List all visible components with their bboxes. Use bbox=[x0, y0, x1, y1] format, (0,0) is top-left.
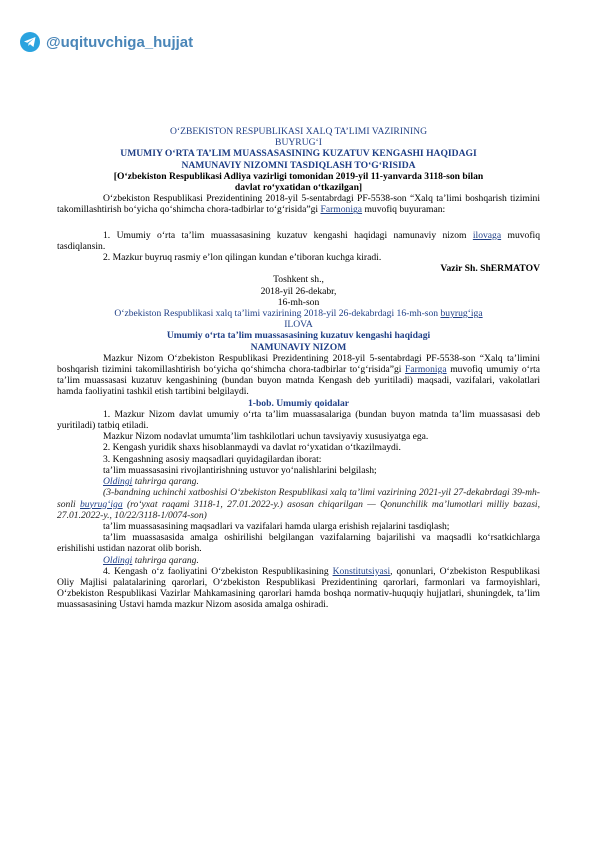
paragraph-3: 3. Kengashning asosiy maqsadlari quyidagilardan iborat: bbox=[103, 453, 322, 465]
annex-reference: O‘zbekiston Respublikasi xalq ta’limi vazirining 2018-yil 26-dekabrdagi 16-mh-son buyrug‘iga bbox=[114, 308, 483, 320]
order-line: BUYRUG‘I bbox=[275, 137, 322, 149]
paragraph-3-item-2: ta’lim muassasasining maqsadlari va vazifalari hamda ularga erishish rejalarini tasdiqlash; bbox=[103, 520, 450, 532]
constitution-link[interactable]: Konstitutsiyasi bbox=[332, 565, 391, 577]
annex-title-1: Umumiy o‘rta ta’lim muassasasining kuzatuv kengashi haqidagi bbox=[166, 330, 431, 342]
paragraph-2: 2. Kengash yuridik shaxs hisoblanmaydi va davlat ro‘yxatidan o‘tkazilmaydi. bbox=[103, 442, 401, 454]
signature: Vazir Sh. ShERMATOV bbox=[440, 263, 540, 275]
item-2: 2. Mazkur buyruq rasmiy e’lon qilingan kundan e’tiboran kuchga kiradi. bbox=[103, 252, 382, 264]
intro-paragraph: O‘zbekiston Respublikasi Prezidentining 2018-yil 5-sentabrdagi PF-5538-son “Xalq ta’limi boshqarish tizimini takomillashtirish bo‘yicha qo‘shimcha chora-tadbirlar to‘g‘risida”gi Farmoniga muvofiq buyuraman: bbox=[57, 193, 540, 216]
channel-badge bbox=[20, 32, 193, 52]
previous-edition-link-1[interactable]: Oldingi bbox=[103, 476, 133, 488]
amendment-note: (3-bandning uchinchi xatboshisi O‘zbekiston Respublikasi xalq ta’limi vazirining 2021-yil 27-dekabrdagi 39-mh-sonli buyrug‘iga (ro‘yxat raqami 3118-1, 27.01.2022-y.) asosan chiqarilgan — Qonunchilik ma’lumotlari milliy bazasi, 27.01.2022-y., 10/22/3118-1/0074-son) bbox=[57, 487, 540, 521]
paragraph-1: 1. Mazkur Nizom davlat umumiy o‘rta ta’lim muassasalariga (bundan buyon matnda ta’lim muassasasi deb yuritiladi) tatbiq etiladi. bbox=[57, 408, 540, 432]
amendment-order-link[interactable]: buyrug‘iga bbox=[80, 498, 123, 510]
channel-handle: @uqituvchiga_hujjat bbox=[46, 33, 194, 51]
title-line-2: NAMUNAVIY NIZOMNI TASDIQLASH TO‘G‘RISIDA bbox=[181, 159, 416, 171]
decree-link[interactable]: Farmoniga bbox=[320, 204, 363, 216]
item-1: 1. Umumiy o‘rta ta’lim muassasasining kuzatuv kengashi haqidagi namunaviy nizom ilovaga muvofiq tasdiqlansin. bbox=[57, 229, 540, 252]
decree-link-2[interactable]: Farmoniga bbox=[405, 364, 447, 376]
paragraph-3-item-1: ta’lim muassasasini rivojlantirishning ustuvor yo‘nalishlarini belgilash; bbox=[103, 464, 377, 476]
previous-edition-link-2[interactable]: Oldingi bbox=[103, 554, 133, 566]
paragraph-1-note: Mazkur Nizom nodavlat umumta’lim tashkilotlari uchun tavsiyaviy xususiyatga ega. bbox=[103, 431, 429, 443]
place-city: Toshkent sh., bbox=[273, 274, 324, 286]
annex-title-2: NAMUNAVIY NIZOM bbox=[250, 341, 347, 353]
annex-intro-paragraph: Mazkur Nizom O‘zbekiston Respublikasi Prezidentining 2018-yil 5-sentabrdagi PF-5538-son “Xalq ta’limini boshqarish tizimini takomillashtirish bo‘yicha qo‘shimcha chora-tadbirlar to‘g‘risida”gi Farmoniga muvofiq umumiy o‘rta ta’lim muassasasi kuzatuv kengashining (bundan buyon matnda Kengash deb yuritiladi) maqsadi, vazifalari, vakolatlari hamda faoliyatini tashkil etish tartibini belgilaydi. bbox=[57, 352, 540, 398]
annex-link[interactable]: ilovaga bbox=[472, 229, 502, 241]
place-number: 16-mh-son bbox=[277, 296, 320, 308]
registration-line-2: davlat ro‘yxatidan o‘tkazilgan] bbox=[234, 182, 363, 194]
registration-line-1: [O‘zbekiston Respublikasi Adliya vazirligi tomonidan 2019-yil 11-yanvarda 3118-son bilan bbox=[113, 170, 484, 182]
chapter-heading: 1-bob. Umumiy qoidalar bbox=[247, 397, 349, 409]
paragraph-4: 4. Kengash o‘z faoliyatini O‘zbekiston Respublikasining Konstitutsiyasi, qonunlari, O‘zbekiston Respublikasi Oliy Majlisi palatalarining qarorlari, O‘zbekiston Respublikasi Prezidentining qarorlari, farmonlari va farmoyishlari, O‘zbekiston Respublikasi Vazirlar Mahkamasining qarorlari hamda boshqa normativ-huquqiy hujjatlari, shuningdek, ta’lim muassasasining Ustavi hamda mazkur Nizom asosida amalga oshiradi. bbox=[57, 565, 540, 611]
ministry-line: O‘ZBEKISTON RESPUBLIKASI XALQ TA’LIMI VAZIRINING bbox=[169, 126, 427, 137]
paragraph-3-item-3: ta’lim muassasasida amalga oshirilishi belgilangan vazifalarning bajarilishi va maqsadli ko‘rsatkichlarga erishilishi ustidan nazorat olib borish. bbox=[57, 532, 540, 555]
annex-label: ILOVA bbox=[284, 319, 313, 331]
place-date: 2018-yil 26-dekabr, bbox=[260, 285, 337, 297]
title-line-1: UMUMIY O‘RTA TA’LIM MUASSASASINING KUZATUV KENGASHI HAQIDAGI bbox=[120, 148, 477, 160]
previous-edition-note-1: Oldingi tahrirga qarang. bbox=[103, 476, 199, 488]
telegram-icon bbox=[20, 32, 40, 52]
order-link[interactable]: buyrug‘iga bbox=[440, 308, 483, 320]
document-body bbox=[57, 126, 540, 611]
previous-edition-note-2: Oldingi tahrirga qarang. bbox=[103, 554, 199, 566]
